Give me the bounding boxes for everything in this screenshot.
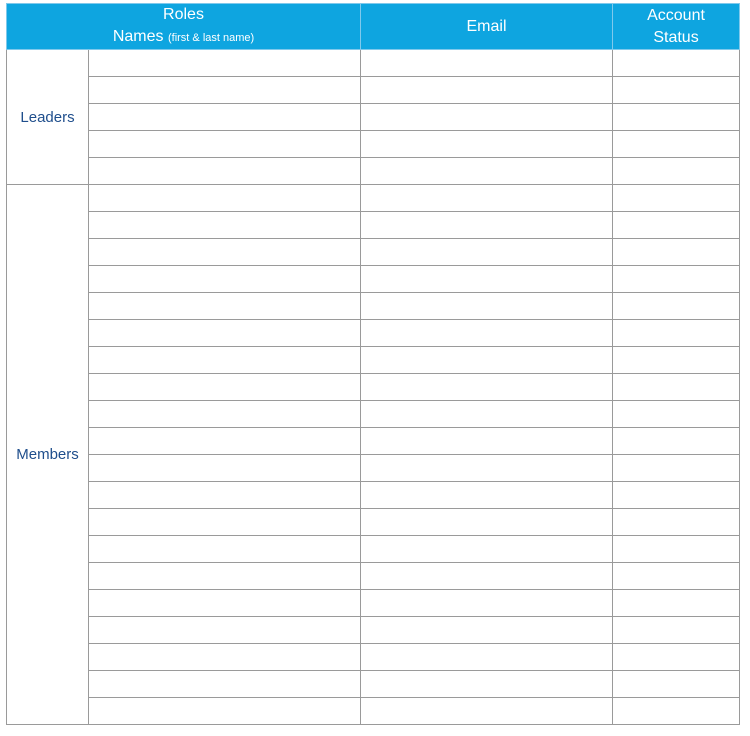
table-row	[7, 617, 740, 644]
name-cell[interactable]	[89, 104, 361, 131]
name-cell[interactable]	[89, 671, 361, 698]
table-row	[7, 509, 740, 536]
email-cell[interactable]	[361, 131, 613, 158]
account-status-cell[interactable]	[613, 347, 740, 374]
name-cell[interactable]	[89, 563, 361, 590]
group-label-leaders: Leaders	[7, 50, 89, 185]
name-cell[interactable]	[89, 401, 361, 428]
email-cell[interactable]	[361, 50, 613, 77]
group-label-members: Members	[7, 185, 89, 725]
email-cell[interactable]	[361, 104, 613, 131]
email-cell[interactable]	[361, 671, 613, 698]
name-cell[interactable]	[89, 239, 361, 266]
account-status-cell[interactable]	[613, 239, 740, 266]
name-cell[interactable]	[89, 347, 361, 374]
name-cell[interactable]	[89, 455, 361, 482]
roster-table	[6, 3, 740, 725]
account-status-cell[interactable]	[613, 158, 740, 185]
email-header-label: Email	[466, 17, 507, 35]
table-row	[7, 158, 740, 185]
email-cell[interactable]	[361, 374, 613, 401]
name-cell[interactable]	[89, 509, 361, 536]
email-cell[interactable]	[361, 77, 613, 104]
name-cell[interactable]	[89, 212, 361, 239]
account-status-cell[interactable]	[613, 482, 740, 509]
name-cell[interactable]	[89, 617, 361, 644]
email-cell[interactable]	[361, 482, 613, 509]
account-status-cell[interactable]	[613, 185, 740, 212]
roles-header-label: Roles	[163, 6, 204, 23]
table-row	[7, 563, 740, 590]
account-status-cell[interactable]	[613, 563, 740, 590]
table-row	[7, 131, 740, 158]
name-cell[interactable]	[89, 320, 361, 347]
email-cell[interactable]	[361, 185, 613, 212]
table-row	[7, 428, 740, 455]
table-row	[7, 590, 740, 617]
email-cell[interactable]	[361, 698, 613, 725]
account-status-cell[interactable]	[613, 266, 740, 293]
names-header-text: Names	[112, 28, 164, 45]
name-cell[interactable]	[89, 536, 361, 563]
email-cell[interactable]	[361, 158, 613, 185]
table-row	[7, 536, 740, 563]
account-status-cell[interactable]	[613, 293, 740, 320]
account-status-cell[interactable]	[613, 77, 740, 104]
account-status-cell[interactable]	[613, 590, 740, 617]
name-cell[interactable]	[89, 374, 361, 401]
account-status-cell[interactable]	[613, 509, 740, 536]
account-status-header	[613, 4, 740, 50]
account-status-cell[interactable]	[613, 428, 740, 455]
email-cell[interactable]	[361, 563, 613, 590]
email-cell[interactable]	[361, 536, 613, 563]
email-cell[interactable]	[361, 212, 613, 239]
names-header-label	[7, 26, 360, 49]
name-cell[interactable]	[89, 77, 361, 104]
name-cell[interactable]	[89, 590, 361, 617]
email-cell[interactable]	[361, 239, 613, 266]
table-row	[7, 293, 740, 320]
name-cell[interactable]	[89, 698, 361, 725]
roster-body	[7, 50, 740, 725]
account-status-header-line2: Status	[653, 28, 699, 46]
name-cell[interactable]	[89, 185, 361, 212]
name-cell[interactable]	[89, 50, 361, 77]
table-row	[7, 455, 740, 482]
account-status-cell[interactable]	[613, 536, 740, 563]
table-row	[7, 77, 740, 104]
table-row	[7, 239, 740, 266]
table-row	[7, 401, 740, 428]
name-cell[interactable]	[89, 428, 361, 455]
account-status-cell[interactable]	[613, 617, 740, 644]
account-status-cell[interactable]	[613, 455, 740, 482]
header-row	[7, 4, 740, 50]
name-cell[interactable]	[89, 158, 361, 185]
email-header	[361, 4, 613, 50]
table-row	[7, 644, 740, 671]
table-row	[7, 185, 740, 212]
table-row	[7, 50, 740, 77]
account-status-cell[interactable]	[613, 698, 740, 725]
table-row	[7, 482, 740, 509]
account-status-cell[interactable]	[613, 104, 740, 131]
names-header-hint: (first & last name)	[167, 32, 255, 44]
name-cell[interactable]	[89, 266, 361, 293]
name-cell[interactable]	[89, 131, 361, 158]
account-status-cell[interactable]	[613, 50, 740, 77]
account-status-cell[interactable]	[613, 644, 740, 671]
account-status-cell[interactable]	[613, 131, 740, 158]
name-cell[interactable]	[89, 644, 361, 671]
account-status-cell[interactable]	[613, 401, 740, 428]
table-row	[7, 347, 740, 374]
account-status-header-line1: Account	[647, 6, 705, 24]
account-status-cell[interactable]	[613, 671, 740, 698]
table-row	[7, 320, 740, 347]
email-cell[interactable]	[361, 428, 613, 455]
email-cell[interactable]	[361, 617, 613, 644]
email-cell[interactable]	[361, 644, 613, 671]
name-cell[interactable]	[89, 482, 361, 509]
name-cell[interactable]	[89, 293, 361, 320]
email-cell[interactable]	[361, 293, 613, 320]
account-status-cell[interactable]	[613, 320, 740, 347]
table-row	[7, 104, 740, 131]
email-cell[interactable]	[361, 455, 613, 482]
email-cell[interactable]	[361, 320, 613, 347]
email-cell[interactable]	[361, 266, 613, 293]
table-row	[7, 266, 740, 293]
account-status-cell[interactable]	[613, 374, 740, 401]
account-status-cell[interactable]	[613, 212, 740, 239]
table-row	[7, 671, 740, 698]
table-row	[7, 374, 740, 401]
email-cell[interactable]	[361, 590, 613, 617]
table-row	[7, 212, 740, 239]
email-cell[interactable]	[361, 401, 613, 428]
email-cell[interactable]	[361, 347, 613, 374]
roles-names-header	[7, 4, 361, 50]
table-row	[7, 698, 740, 725]
email-cell[interactable]	[361, 509, 613, 536]
